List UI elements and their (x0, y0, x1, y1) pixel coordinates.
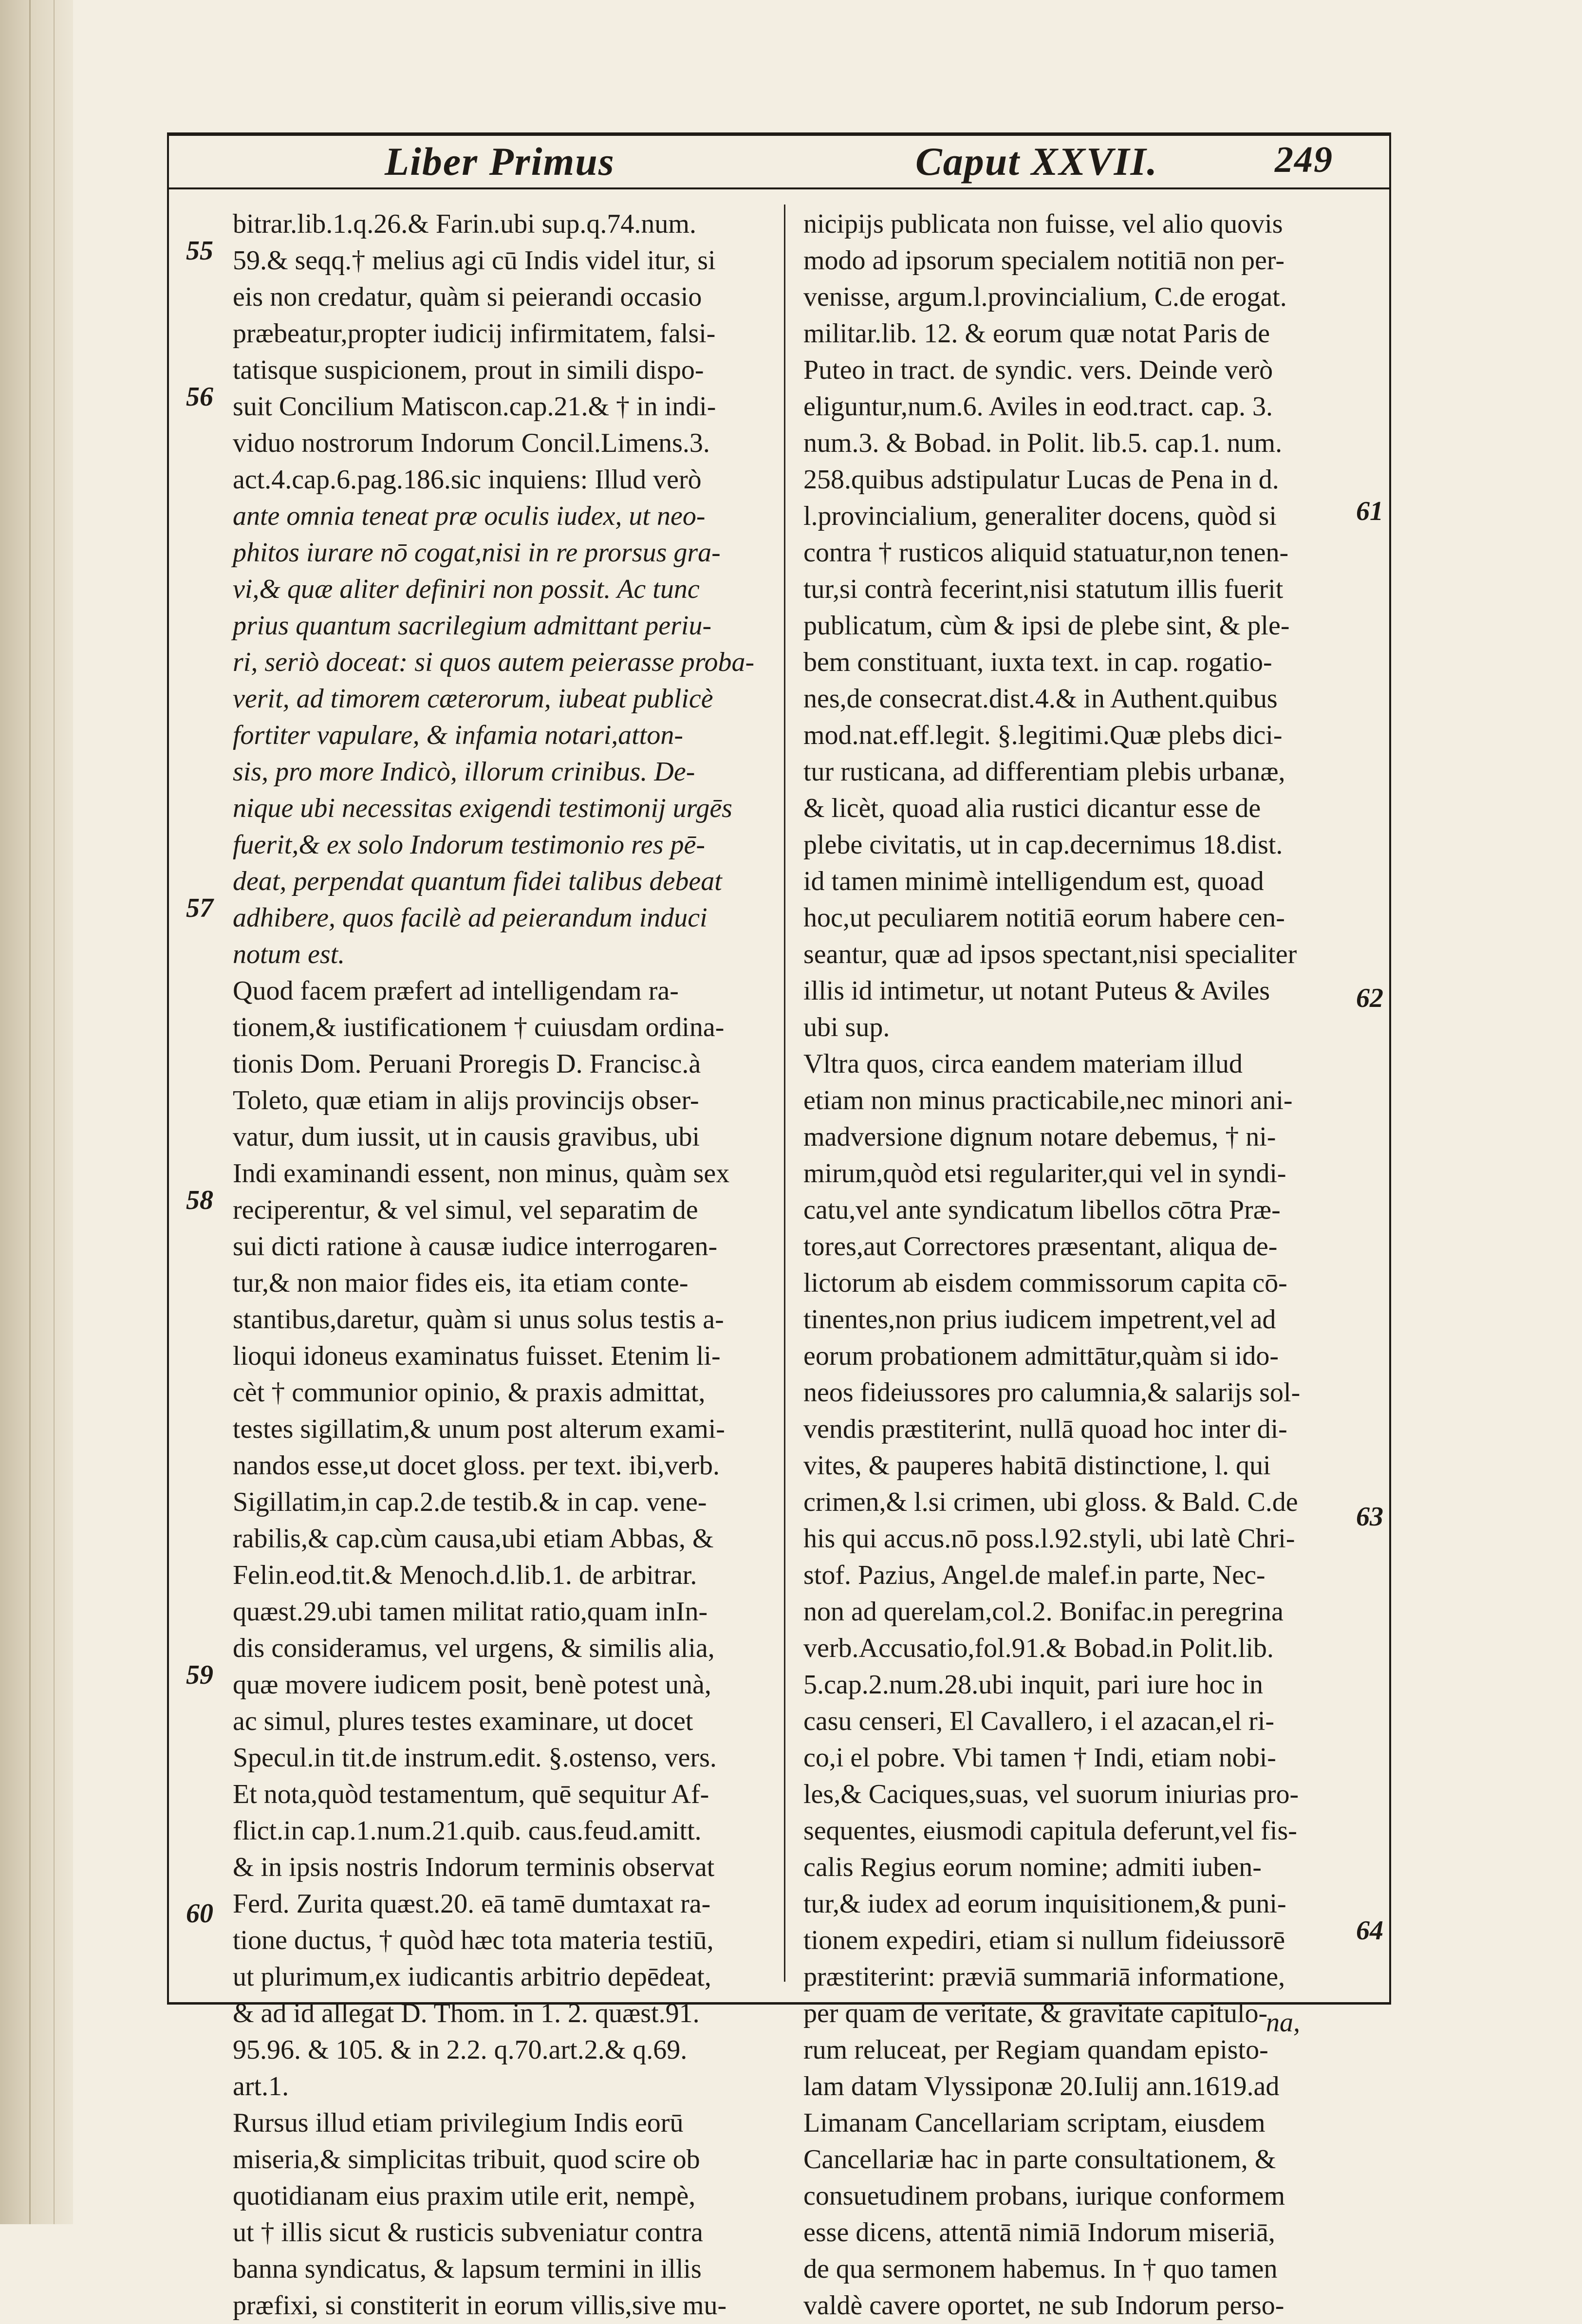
text-line: prius quantum sacrilegium admittant periu- (233, 611, 712, 641)
text-line: flict.in cap.1.num.21.quib. caus.feud.amitt. (233, 1816, 702, 1846)
running-title-chapter: Caput XXVII. (915, 139, 1158, 184)
text-line: calis Regius eorum nomine; admiti iuben- (803, 1852, 1262, 1882)
text-line: ante omnia teneat præ oculis iudex, ut neo- (233, 501, 706, 531)
text-line: 59.& seqq.† melius agi cū Indis videl itur, si (233, 245, 716, 276)
text-line: Cancellariæ hac in parte consultationem, & (803, 2144, 1276, 2175)
text-line: rabilis,& cap.cùm causa,ubi etiam Abbas, & (233, 1524, 714, 1554)
text-line: seantur, quæ ad ipsos spectant,nisi specialiter (803, 939, 1297, 969)
text-line: tores,aut Correctores præsentant, aliqua de- (803, 1231, 1278, 1262)
text-line: eorum probationem admittātur,quàm si ido- (803, 1341, 1279, 1371)
text-line: Puteo in tract. de syndic. vers. Deinde verò (803, 355, 1273, 385)
text-line: non ad querelam,col.2. Bonifac.in peregrina (803, 1597, 1284, 1627)
text-line: adhibere, quos facilè ad peierandum induci (233, 903, 707, 933)
marginal-number: 55 (186, 236, 213, 266)
text-line: his qui accus.nō poss.l.92.styli, ubi latè Chri- (803, 1524, 1295, 1554)
text-line: tione ductus, † quòd hæc tota materia testiū, (233, 1925, 714, 1955)
text-line: quotidianam eius praxim utile erit, nempè, (233, 2181, 696, 2211)
text-line: fortiter vapulare, & infamia notari,atton- (233, 720, 684, 750)
header-rule (167, 187, 1389, 189)
text-line: mirum,quòd etsi regulariter,qui vel in syndi- (803, 1158, 1286, 1189)
text-line: verb.Accusatio,fol.91.& Bobad.in Polit.lib. (803, 1633, 1274, 1663)
text-line: & ad id allegat D. Thom. in 1. 2. quæst.91. (233, 1998, 700, 2028)
text-line: tionem,& iustificationem † cuiusdam ordina- (233, 1012, 725, 1042)
text-line: nandos esse,ut docet gloss. per text. ibi,verb. (233, 1450, 720, 1481)
text-line: catu,vel ante syndicatum libellos cōtra Præ- (803, 1195, 1281, 1225)
text-line: hoc,ut peculiarem notitiā eorum habere cen- (803, 903, 1285, 933)
marginal-number: 57 (186, 893, 213, 923)
book-binding-edge (0, 0, 73, 2224)
text-line: nicipijs publicata non fuisse, vel alio quovis (803, 209, 1283, 239)
text-line: ut † illis sicut & rusticis subveniatur contra (233, 2217, 703, 2248)
text-line: Rursus illud etiam privilegium Indis eorū (233, 2108, 684, 2138)
text-line: consuetudinem probans, iurique conformem (803, 2181, 1285, 2211)
marginal-number: 58 (186, 1185, 213, 1215)
marginal-number: 61 (1356, 496, 1383, 526)
text-line: Felin.eod.tit.& Menoch.d.lib.1. de arbitrar. (233, 1560, 697, 1590)
text-line: Indi examinandi essent, non minus, quàm sex (233, 1158, 730, 1189)
text-line: sequentes, eiusmodi capitula deferunt,vel fis- (803, 1816, 1297, 1846)
text-line: les,& Caciques,suas, vel suorum iniurias pro- (803, 1779, 1299, 1809)
text-line: præfixi, si constiterit in eorum villis,sive mu- (233, 2290, 727, 2321)
text-line: stantibus,daretur, quàm si unus solus testis a- (233, 1304, 724, 1335)
text-line: stof. Pazius, Angel.de malef.in parte, Nec- (803, 1560, 1266, 1590)
text-line: & in ipsis nostris Indorum terminis observat (233, 1852, 715, 1882)
text-line: l.provincialium, generaliter docens, quòd si (803, 501, 1277, 531)
text-line: vites, & pauperes habitā distinctione, l. qui (803, 1450, 1271, 1481)
marginal-number: 60 (186, 1898, 213, 1929)
column-divider (784, 205, 785, 1982)
text-line: contra † rusticos aliquid statuatur,non tenen- (803, 538, 1289, 568)
text-line: tionis Dom. Peruani Proregis D. Francisc.à (233, 1049, 701, 1079)
text-line: act.4.cap.6.pag.186.sic inquiens: Illud verò (233, 465, 702, 495)
text-line: notum est. (233, 939, 345, 969)
text-line: miseria,& simplicitas tribuit, quod scire ob (233, 2144, 700, 2175)
text-line: banna syndicatus, & lapsum termini in illis (233, 2254, 702, 2284)
text-line: nique ubi necessitas exigendi testimonij urgēs (233, 793, 732, 823)
text-line: valdè cavere oportet, ne sub Indorum perso- (803, 2290, 1284, 2321)
text-line: ac simul, plures testes examinare, ut docet (233, 1706, 693, 1736)
text-line: tionem expediri, etiam si nullum fideiussorē (803, 1925, 1285, 1955)
text-line: quæ movere iudicem posit, benè potest unà, (233, 1670, 711, 1700)
text-line: ri, seriò doceat: si quos autem peierasse proba- (233, 647, 755, 677)
page-number: 249 (1275, 139, 1333, 180)
text-line: nes,de consecrat.dist.4.& in Authent.quibus (803, 684, 1278, 714)
text-line: Ferd. Zurita quæst.20. eā tamē dumtaxat ra- (233, 1889, 711, 1919)
text-line: publicatum, cùm & ipsi de plebe sint, & ple- (803, 611, 1290, 641)
text-line: de qua sermonem habemus. In † quo tamen (803, 2254, 1278, 2284)
text-line: præstiterint: præviā summariā informatione, (803, 1962, 1285, 1992)
text-line: crimen,& l.si crimen, ubi gloss. & Bald. C.de (803, 1487, 1298, 1517)
text-line: etiam non minus practicabile,nec minori ani- (803, 1085, 1293, 1116)
text-line: præbeatur,propter iudicij infirmitatem, falsi- (233, 318, 716, 349)
text-line: mod.nat.eff.legit. §.legitimi.Quæ plebs dici- (803, 720, 1283, 750)
text-line: testes sigillatim,& unum post alterum exami- (233, 1414, 725, 1444)
text-line: deat, perpendat quantum fidei talibus debeat (233, 866, 722, 896)
text-line: eis non credatur, quàm si peierandi occasio (233, 282, 702, 312)
text-line: vendis præstiterint, nullā quoad hoc inter di- (803, 1414, 1287, 1444)
text-line: rum reluceat, per Regiam quandam episto- (803, 2035, 1268, 2065)
text-line: sis, pro more Indicò, illorum crinibus. De- (233, 757, 695, 787)
text-line: Vltra quos, circa eandem materiam illud (803, 1049, 1243, 1079)
text-line: 258.quibus adstipulatur Lucas de Pena in d. (803, 465, 1279, 495)
text-line: Sigillatim,in cap.2.de testib.& in cap. vene- (233, 1487, 707, 1517)
text-line: Quod facem præfert ad intelligendam ra- (233, 976, 679, 1006)
text-line: esse dicens, attentā nimiā Indorum miseriā, (803, 2217, 1275, 2248)
text-line: Toleto, quæ etiam in alijs provincijs obser- (233, 1085, 699, 1116)
text-line: co,i el pobre. Vbi tamen † Indi, etiam nobi- (803, 1743, 1276, 1773)
text-line: tur,& non maior fides eis, ita etiam conte- (233, 1268, 689, 1298)
binding-fold-line-2 (54, 0, 55, 2224)
binding-fold-line (29, 0, 31, 2224)
text-line: casu censeri, El Cavallero, i el azacan,el ri- (803, 1706, 1275, 1736)
text-line: phitos iurare nō cogat,nisi in re prorsus gra- (233, 538, 721, 568)
text-line: eliguntur,num.6. Aviles in eod.tract. cap. 3. (803, 391, 1273, 422)
text-line: illis id intimetur, ut notant Puteus & Aviles (803, 976, 1270, 1006)
text-line: quæst.29.ubi tamen militat ratio,quam inIn- (233, 1597, 708, 1627)
text-line: art.1. (233, 2071, 289, 2101)
right-text-column (803, 206, 1337, 2324)
text-line: Limanam Cancellariam scriptam, eiusdem (803, 2108, 1266, 2138)
text-line: plebe civitatis, ut in cap.decernimus 18.dist. (803, 830, 1283, 860)
text-line: tur rusticana, ad differentiam plebis urbanæ, (803, 757, 1285, 787)
text-line: 5.cap.2.num.28.ubi inquit, pari iure hoc in (803, 1670, 1264, 1700)
marginal-number: 62 (1356, 983, 1383, 1013)
text-line: reciperentur, & vel simul, vel separatim de (233, 1195, 698, 1225)
text-line: verit, ad timorem cæterorum, iubeat publicè (233, 684, 713, 714)
text-line: id tamen minimè intelligendum est, quoad (803, 866, 1264, 896)
text-line: tur,& iudex ad eorum inquisitionem,& puni- (803, 1889, 1286, 1919)
text-line: tinentes,non prius iudicem impetrent,vel ad (803, 1304, 1276, 1335)
text-line: & licèt, quoad alia rustici dicantur esse de (803, 793, 1261, 823)
text-line: fuerit,& ex solo Indorum testimonio res pē- (233, 830, 706, 860)
text-line: venisse, argum.l.provincialium, C.de erogat. (803, 282, 1287, 312)
text-line: bem constituant, iuxta text. in cap. rogatio- (803, 647, 1272, 677)
text-line: bitrar.lib.1.q.26.& Farin.ubi sup.q.74.num. (233, 209, 696, 239)
left-text-column (233, 206, 773, 2324)
text-line: lam datam Vlyssiponæ 20.Iulij ann.1619.ad (803, 2071, 1280, 2101)
text-line: modo ad ipsorum specialem notitiā non per- (803, 245, 1284, 276)
text-line: vi,& quæ aliter definiri non possit. Ac tunc (233, 574, 700, 604)
text-line: vatur, dum iussit, ut in causis gravibus, ubi (233, 1122, 700, 1152)
text-line: neos fideiussores pro calumnia,& salarijs sol- (803, 1377, 1301, 1408)
text-line: dis consideramus, vel urgens, & similis alia, (233, 1633, 715, 1663)
text-line: militar.lib. 12. & eorum quæ notat Paris de (803, 318, 1270, 349)
text-line: lictorum ab eisdem commissorum capita cō- (803, 1268, 1287, 1298)
text-line: ubi sup. (803, 1012, 890, 1042)
text-line: tatisque suspicionem, prout in simili dispo- (233, 355, 704, 385)
text-line: suit Concilium Matiscon.cap.21.& † in indi- (233, 391, 716, 422)
text-line: lioqui idoneus examinatus fuisset. Etenim li- (233, 1341, 721, 1371)
marginal-number: 64 (1356, 1915, 1383, 1946)
marginal-number: 56 (186, 382, 213, 412)
text-line: tur,si contrà fecerint,nisi statutum illis fuerit (803, 574, 1284, 604)
text-line: Specul.in tit.de instrum.edit. §.ostenso, vers. (233, 1743, 717, 1773)
text-line: num.3. & Bobad. in Polit. lib.5. cap.1. num. (803, 428, 1283, 458)
text-line: sui dicti ratione à causæ iudice interrogaren- (233, 1231, 718, 1262)
text-line: viduo nostrorum Indorum Concil.Limens.3. (233, 428, 710, 458)
text-line: madversione dignum notare debemus, † ni- (803, 1122, 1276, 1152)
marginal-number: 63 (1356, 1502, 1383, 1532)
text-line: Et nota,quòd testamentum, quē sequitur Af- (233, 1779, 709, 1809)
catchword: na, (1266, 2008, 1300, 2038)
running-title-left: Liber Primus (385, 139, 615, 184)
text-line: 95.96. & 105. & in 2.2. q.70.art.2.& q.69. (233, 2035, 688, 2065)
text-line: cèt † communior opinio, & praxis admittat, (233, 1377, 706, 1408)
text-line: per quam de veritate, & gravitate capitulo- (803, 1998, 1268, 2028)
marginal-number: 59 (186, 1660, 213, 1690)
text-line: ut plurimum,ex iudicantis arbitrio depēdeat, (233, 1962, 711, 1992)
